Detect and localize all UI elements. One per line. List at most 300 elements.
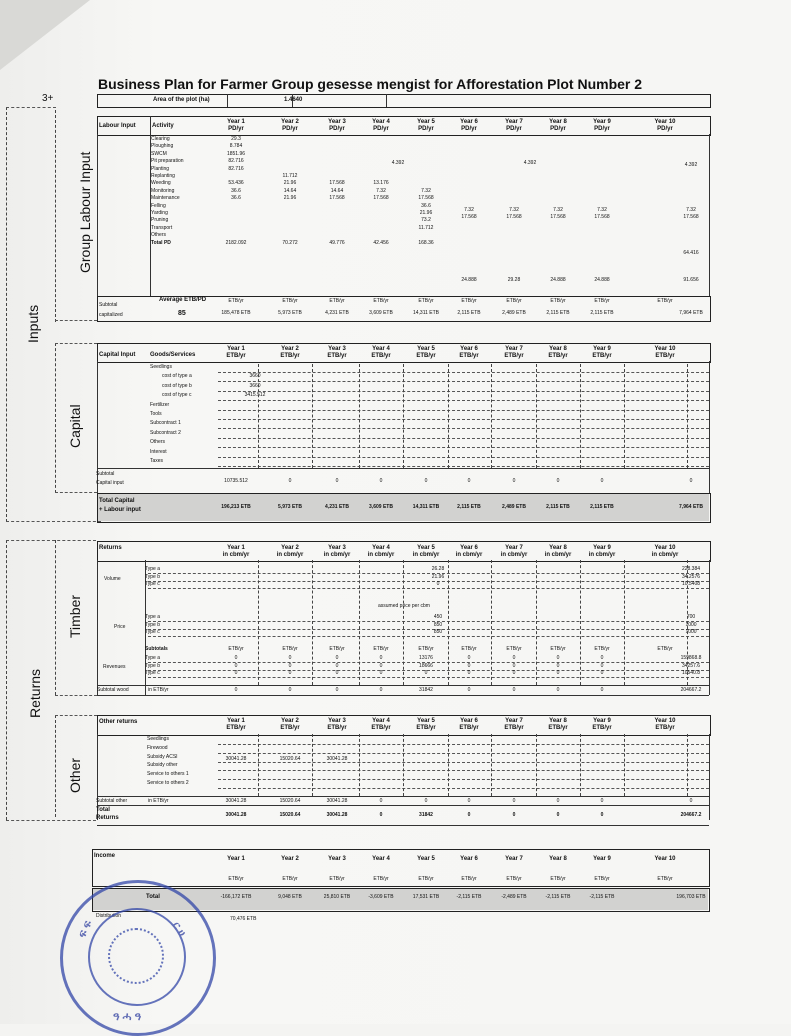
total-capital-label: Total Capital bbox=[99, 498, 135, 504]
labour-activity-10: Yarding bbox=[151, 210, 168, 216]
year-header-1: Year 1 bbox=[227, 856, 245, 862]
etb-unit: ETB/yr bbox=[594, 646, 610, 652]
labour-cell: 14.64 bbox=[330, 187, 344, 194]
labour-cell: 7.32 bbox=[376, 187, 386, 194]
capital-subtotal-value: 0 bbox=[335, 478, 339, 484]
year-unit-5: in cbm/yr bbox=[412, 552, 440, 558]
revenue-zero: 0 bbox=[379, 670, 383, 676]
revenue-zero: 0 bbox=[600, 670, 604, 676]
income-unit: ETB/yr bbox=[594, 876, 610, 882]
capital-item-1: cost of type a bbox=[162, 373, 192, 380]
year-header-6: Year 6 bbox=[460, 718, 478, 724]
labour-cell: 82.716 bbox=[228, 165, 244, 172]
revenue-zero: 0 bbox=[600, 662, 604, 669]
labour-subtotal-value: 2,489 ETB bbox=[502, 310, 526, 316]
subsidy-acsi-value: 30041.28 bbox=[326, 756, 348, 762]
etb-unit: ETB/yr bbox=[418, 646, 434, 652]
labour-subtotal-value: 14,311 ETB bbox=[412, 310, 440, 316]
subtotal-other-value: 0 bbox=[424, 798, 428, 804]
monitoring-value: 7.32 bbox=[686, 207, 696, 213]
year-header-6: Year 6 bbox=[460, 119, 478, 125]
labour-cell: 7.32 bbox=[421, 187, 431, 194]
year-unit-9: ETB/yr bbox=[592, 353, 612, 359]
timber-type-vol: Type c bbox=[145, 581, 160, 587]
total-pd-value: 24.888 bbox=[461, 277, 477, 283]
capital-item-10: Taxes bbox=[150, 458, 164, 464]
subtotal-other-value: 30041.28 bbox=[326, 798, 348, 804]
year-header-8: Year 8 bbox=[549, 119, 567, 125]
year-header-10: Year 10 bbox=[654, 346, 676, 352]
revenue-zero: 0 bbox=[335, 662, 339, 669]
labour-cell: 21.96 bbox=[419, 210, 433, 216]
total-capital-value: 2,115 ETB bbox=[546, 504, 570, 510]
total-returns-value: 30041.28 bbox=[326, 812, 348, 818]
folded-corner bbox=[0, 0, 90, 70]
side-label-capital: Capital bbox=[67, 404, 83, 448]
labour-activity-6: Weeding bbox=[151, 180, 171, 187]
maintenance-value: 17.568 bbox=[683, 214, 699, 220]
year-header-1: Year 1 bbox=[227, 119, 245, 125]
year-header-10: Year 10 bbox=[654, 718, 676, 724]
year-unit-10: in cbm/yr bbox=[651, 552, 679, 558]
year-header-5: Year 5 bbox=[417, 718, 435, 724]
income-unit: ETB/yr bbox=[461, 876, 477, 882]
seedling-cost: 3660 bbox=[249, 382, 261, 389]
total-capital-value: 2,489 ETB bbox=[502, 504, 526, 510]
timber-type-price: Type a bbox=[145, 614, 161, 620]
total-returns-value: 15020.64 bbox=[279, 812, 301, 818]
labour-cell: 49.776 bbox=[329, 239, 345, 246]
year-unit-5: PD/yr bbox=[418, 126, 434, 132]
maintenance-value: 17.568 bbox=[461, 214, 477, 220]
labour-cell: 53.436 bbox=[228, 180, 244, 187]
year-unit-5: ETB/yr bbox=[416, 353, 436, 359]
page-title: Business Plan for Farmer Group gesesse mengist for Afforestation Plot Number 2 bbox=[98, 76, 643, 92]
capital-item-9: Interest bbox=[150, 448, 167, 455]
subtotal-wood-unit: in ETB/yr bbox=[148, 687, 169, 693]
year-header-3: Year 3 bbox=[328, 119, 346, 125]
activity-heading: Activity bbox=[152, 123, 174, 129]
year-unit-9: PD/yr bbox=[594, 126, 610, 132]
subtotal-other-value: 0 bbox=[600, 798, 604, 804]
capital-item-2: cost of type b bbox=[162, 382, 192, 389]
year-header-2: Year 2 bbox=[281, 119, 299, 125]
year-unit-2: PD/yr bbox=[282, 126, 298, 132]
avg-etb-label: Average ETB/PD bbox=[159, 297, 207, 303]
subtotal-wood-label: Subtotal wood bbox=[97, 687, 129, 693]
subtotal-wood-value: 0 bbox=[600, 687, 604, 693]
year-unit-4: in cbm/yr bbox=[367, 552, 395, 558]
year-header-2: Year 2 bbox=[281, 346, 299, 352]
subtotal-other-value: 0 bbox=[512, 798, 516, 804]
etb-unit: ETB/yr bbox=[657, 646, 673, 652]
total-returns-label: Total bbox=[96, 807, 110, 813]
subtotals-label: Subtotals bbox=[145, 646, 168, 652]
timber-type-vol: Type a bbox=[145, 566, 161, 572]
year-unit-2: in cbm/yr bbox=[276, 552, 304, 558]
labour-activity-3: Pit preparation bbox=[151, 158, 184, 165]
revenue-zero: 0 bbox=[467, 662, 471, 669]
avg-etb-value: 85 bbox=[178, 310, 186, 317]
income-total-value: 25,810 ETB bbox=[323, 894, 351, 900]
revenue-zero: 0 bbox=[512, 670, 516, 676]
volume-y10: 34.2576 bbox=[681, 573, 701, 580]
labour-cell: 17.568 bbox=[329, 195, 345, 202]
year-unit-2: ETB/yr bbox=[280, 725, 300, 731]
etb-unit: ETB/yr bbox=[550, 646, 566, 652]
capital-subtotal-value: 0 bbox=[288, 478, 292, 484]
year-unit-8: ETB/yr bbox=[548, 353, 568, 359]
labour-activity-12: Transport bbox=[151, 224, 173, 231]
total-capital-value: 2,115 ETB bbox=[590, 504, 614, 510]
subtotal-wood-value: 0 bbox=[234, 687, 238, 693]
year-header-9: Year 9 bbox=[593, 119, 611, 125]
total-capital-value: 2,115 ETB bbox=[457, 504, 481, 510]
year-unit-1: in cbm/yr bbox=[222, 552, 250, 558]
labour-activity-8: Maintenance bbox=[151, 195, 180, 202]
area-label: Area of the plot (ha) bbox=[153, 97, 210, 103]
price-y5: 450 bbox=[433, 614, 443, 620]
capital-subtotal-value: 10735.512 bbox=[224, 478, 248, 484]
year-unit-1: PD/yr bbox=[228, 126, 244, 132]
monitoring-value: 7.32 bbox=[597, 207, 607, 213]
revenue-zero: 0 bbox=[556, 655, 560, 661]
capital-heading: Capital Input bbox=[99, 352, 136, 358]
etb-unit: ETB/yr bbox=[228, 298, 244, 304]
capital-subtotal-value: 0 bbox=[424, 478, 428, 484]
etb-unit: ETB/yr bbox=[506, 646, 522, 652]
year-unit-3: PD/yr bbox=[329, 126, 345, 132]
year-header-9: Year 9 bbox=[593, 545, 611, 551]
year-header-2: Year 2 bbox=[281, 856, 299, 862]
year-header-5: Year 5 bbox=[417, 119, 435, 125]
year-header-2: Year 2 bbox=[281, 545, 299, 551]
total-pd-value: 29.28 bbox=[507, 277, 521, 283]
revenue-zero: 0 bbox=[335, 655, 339, 661]
revenue-zero: 0 bbox=[556, 670, 560, 676]
revenue-zero: 0 bbox=[288, 662, 292, 669]
maintenance-value: 17.568 bbox=[550, 214, 566, 220]
labour-subtotal-value: 2,115 ETB bbox=[590, 310, 614, 316]
etb-unit: ETB/yr bbox=[461, 298, 477, 304]
capital-item-8: Others bbox=[150, 439, 166, 446]
total-returns-value: 31842 bbox=[419, 812, 433, 818]
year-header-4: Year 4 bbox=[372, 545, 390, 551]
total-returns-value: 0 bbox=[467, 812, 471, 818]
labour-cell: 17.568 bbox=[373, 195, 389, 202]
year-header-9: Year 9 bbox=[593, 346, 611, 352]
labour-activity-7: Monitoring bbox=[151, 187, 175, 194]
year-header-4: Year 4 bbox=[372, 856, 390, 862]
seedling-cost: 3660 bbox=[249, 373, 261, 380]
revenue-zero: 0 bbox=[467, 655, 471, 661]
timber-type-price: Type c bbox=[145, 629, 160, 635]
revenue-zero: 0 bbox=[379, 655, 383, 661]
subtotal-wood-value: 0 bbox=[556, 687, 560, 693]
year-unit-1: ETB/yr bbox=[226, 353, 246, 359]
labour-activity-0: Clearing bbox=[151, 136, 170, 142]
year-header-6: Year 6 bbox=[460, 346, 478, 352]
volume-y10: 228.384 bbox=[681, 566, 701, 572]
returns-heading: Returns bbox=[99, 545, 122, 551]
timber-type-rev: Type c bbox=[145, 670, 160, 676]
total-pd-value: 24.888 bbox=[594, 277, 610, 283]
swcm-value: 4.392 bbox=[391, 160, 405, 166]
year-unit-2: ETB/yr bbox=[280, 353, 300, 359]
distribution-value: 70,476 ETB bbox=[230, 916, 257, 922]
labour-cell: 13.176 bbox=[373, 180, 389, 187]
revenue-y10: 34257.6 bbox=[681, 662, 701, 669]
revenue-zero: 0 bbox=[288, 670, 292, 676]
revenue-y5: 13176 bbox=[419, 655, 433, 661]
labour-activity-9: Felling bbox=[151, 202, 166, 209]
income-unit: ETB/yr bbox=[329, 876, 345, 882]
other-returns-heading: Other returns bbox=[99, 719, 138, 725]
total-returns-value: 0 bbox=[379, 812, 383, 818]
etb-unit: ETB/yr bbox=[594, 298, 610, 304]
labour-subtotal-value: 2,115 ETB bbox=[457, 310, 481, 316]
timber-type-vol: Type b bbox=[145, 573, 161, 580]
subtotal-wood-value: 204667.2 bbox=[680, 687, 702, 693]
etb-unit: ETB/yr bbox=[228, 646, 244, 652]
year-header-3: Year 3 bbox=[328, 856, 346, 862]
year-header-2: Year 2 bbox=[281, 718, 299, 724]
labour-heading: Labour Input bbox=[99, 123, 136, 129]
total-capital-value: 3,609 ETB bbox=[369, 504, 393, 510]
subtotal-other-label: Subtotal other bbox=[96, 798, 128, 804]
labour-cell: 17.568 bbox=[418, 195, 434, 202]
year-header-1: Year 1 bbox=[227, 718, 245, 724]
price-y10: 1000 bbox=[685, 629, 697, 635]
subtotal-wood-value: 0 bbox=[512, 687, 516, 693]
revenues-label: Revenues bbox=[103, 664, 126, 670]
labour-input-label: + Labour input bbox=[99, 507, 141, 513]
year-unit-9: ETB/yr bbox=[592, 725, 612, 731]
monitoring-value: 7.32 bbox=[464, 207, 474, 213]
year-header-3: Year 3 bbox=[328, 545, 346, 551]
capital-item-4: Fertilizer bbox=[150, 401, 170, 408]
income-unit: ETB/yr bbox=[550, 876, 566, 882]
capital-subtotal-value: 0 bbox=[379, 478, 383, 484]
capital-item-7: Subcontract 2 bbox=[150, 429, 181, 436]
maintenance-value: 17.568 bbox=[506, 214, 522, 220]
year-header-5: Year 5 bbox=[417, 545, 435, 551]
etb-unit: ETB/yr bbox=[329, 646, 345, 652]
timber-type-rev: Type b bbox=[145, 662, 161, 669]
sheet-tag: 3+ bbox=[42, 93, 54, 104]
year-header-9: Year 9 bbox=[593, 718, 611, 724]
revenue-zero: 0 bbox=[512, 655, 516, 661]
etb-unit: ETB/yr bbox=[461, 646, 477, 652]
labour-subtotal-value: 5,973 ETB bbox=[278, 310, 302, 316]
labour-activity-4: Planting bbox=[151, 165, 170, 172]
year-unit-4: ETB/yr bbox=[371, 353, 391, 359]
goods-heading: Goods/Services bbox=[150, 352, 196, 358]
total-capital-value: 4,231 ETB bbox=[325, 504, 349, 510]
year-header-7: Year 7 bbox=[505, 545, 523, 551]
other-item-1: Firewood bbox=[147, 744, 168, 751]
year-unit-6: PD/yr bbox=[461, 126, 477, 132]
other-item-5: Service to others 2 bbox=[147, 780, 189, 786]
total-returns-value: 30041.28 bbox=[225, 812, 247, 818]
labour-cell: 36.6 bbox=[231, 195, 241, 202]
income-total-value: -2,115 ETB bbox=[589, 894, 615, 900]
year-header-7: Year 7 bbox=[505, 119, 523, 125]
labour-activity-14: Total PD bbox=[151, 239, 171, 246]
price-y5: 850 bbox=[433, 621, 443, 628]
labour-activity-2: SWCM bbox=[151, 150, 167, 157]
capital-subtotal-value: 0 bbox=[600, 478, 604, 484]
year-header-4: Year 4 bbox=[372, 119, 390, 125]
timber-type-price: Type b bbox=[145, 621, 161, 628]
swcm-value: 4.392 bbox=[684, 162, 698, 168]
subsidy-acsi-value: 30041.28 bbox=[225, 756, 247, 762]
year-header-8: Year 8 bbox=[549, 718, 567, 724]
year-header-4: Year 4 bbox=[372, 346, 390, 352]
maintenance-value: 17.568 bbox=[594, 214, 610, 220]
volume-y5: 21.96 bbox=[431, 573, 445, 580]
monitoring-value: 7.32 bbox=[509, 207, 519, 213]
year-header-7: Year 7 bbox=[505, 346, 523, 352]
labour-cell: 168.36 bbox=[418, 239, 434, 246]
year-header-6: Year 6 bbox=[460, 545, 478, 551]
subsidy-acsi-value: 15020.64 bbox=[279, 756, 301, 762]
year-header-8: Year 8 bbox=[549, 545, 567, 551]
revenue-y10: 159868.8 bbox=[680, 655, 702, 661]
income-total-value: 196,703 ETB bbox=[676, 894, 706, 900]
etb-unit: ETB/yr bbox=[282, 646, 298, 652]
total-returns-value: 0 bbox=[600, 812, 604, 818]
subtotal-wood-value: 0 bbox=[288, 687, 292, 693]
total-capital-value: 196,213 ETB bbox=[221, 504, 251, 510]
subtotal-other-value: 0 bbox=[556, 798, 560, 804]
year-unit-10: ETB/yr bbox=[655, 353, 675, 359]
volume-y5: 26.28 bbox=[431, 566, 445, 572]
year-header-7: Year 7 bbox=[505, 718, 523, 724]
revenue-zero: 0 bbox=[379, 662, 383, 669]
income-unit: ETB/yr bbox=[418, 876, 434, 882]
income-total-value: 9,048 ETB bbox=[278, 894, 302, 900]
volume-y5: 0 bbox=[436, 581, 440, 587]
revenue-y5: 18666 bbox=[419, 662, 433, 669]
labour-subtotal-label: Subtotal bbox=[99, 302, 118, 308]
year-unit-3: ETB/yr bbox=[327, 725, 347, 731]
year-unit-1: ETB/yr bbox=[226, 725, 246, 731]
area-value: 1.4640 bbox=[284, 97, 303, 103]
labour-subtotal-value: 7,964 ETB bbox=[679, 310, 703, 316]
revenue-zero: 0 bbox=[288, 655, 292, 661]
pruning-value: 64.416 bbox=[683, 250, 699, 256]
labour-cell: 14.64 bbox=[283, 187, 297, 194]
year-unit-4: ETB/yr bbox=[371, 725, 391, 731]
year-header-7: Year 7 bbox=[505, 856, 523, 862]
other-item-2: Subsidy ACSI bbox=[147, 753, 178, 760]
revenue-zero: 0 bbox=[234, 662, 238, 669]
income-total-value: -2,115 ETB bbox=[456, 894, 482, 900]
total-capital-value: 14,311 ETB bbox=[412, 504, 440, 510]
labour-capitalized-label: capitalized bbox=[99, 312, 123, 318]
side-label-other: Other bbox=[67, 757, 83, 793]
capital-subtotal-label: Subtotal bbox=[96, 471, 115, 477]
year-header-10: Year 10 bbox=[654, 119, 676, 125]
capital-item-6: Subcontract 1 bbox=[150, 420, 181, 427]
income-total-value: -2,115 ETB bbox=[545, 894, 571, 900]
income-unit: ETB/yr bbox=[282, 876, 298, 882]
etb-unit: ETB/yr bbox=[373, 298, 389, 304]
labour-cell: 70.272 bbox=[282, 239, 298, 246]
capital-input-label: Capital input bbox=[96, 480, 124, 486]
year-header-8: Year 8 bbox=[549, 856, 567, 862]
side-label-timber: Timber bbox=[67, 594, 83, 638]
etb-unit: ETB/yr bbox=[506, 298, 522, 304]
year-unit-7: ETB/yr bbox=[504, 725, 524, 731]
price-y5: 850 bbox=[433, 629, 443, 635]
subtotal-wood-value: 0 bbox=[467, 687, 471, 693]
subtotal-other-value: 0 bbox=[467, 798, 471, 804]
subtotal-other-unit: in ETB/yr bbox=[148, 798, 169, 804]
other-item-0: Seedlings bbox=[147, 736, 169, 742]
year-header-8: Year 8 bbox=[549, 346, 567, 352]
revenue-zero: 0 bbox=[234, 655, 238, 661]
capital-subtotal-value: 0 bbox=[689, 478, 693, 484]
year-header-10: Year 10 bbox=[654, 545, 676, 551]
year-unit-8: ETB/yr bbox=[548, 725, 568, 731]
monitoring-value: 7.32 bbox=[553, 207, 563, 213]
subtotal-other-value: 0 bbox=[379, 798, 383, 804]
year-unit-9: in cbm/yr bbox=[588, 552, 616, 558]
capital-subtotal-value: 0 bbox=[512, 478, 516, 484]
capital-subtotal-value: 0 bbox=[556, 478, 560, 484]
income-total-value: 17,531 ETB bbox=[412, 894, 440, 900]
income-unit: ETB/yr bbox=[506, 876, 522, 882]
labour-subtotal-value: 3,609 ETB bbox=[369, 310, 393, 316]
labour-subtotal-value: 185,478 ETB bbox=[221, 310, 251, 316]
labour-cell: 21.96 bbox=[283, 180, 297, 187]
total-capital-value: 7,964 ETB bbox=[679, 504, 703, 510]
subtotal-other-value: 15020.64 bbox=[279, 798, 301, 804]
labour-cell: 17.568 bbox=[329, 180, 345, 187]
income-unit: ETB/yr bbox=[228, 876, 244, 882]
revenue-zero: 0 bbox=[335, 670, 339, 676]
year-unit-5: ETB/yr bbox=[416, 725, 436, 731]
year-header-10: Year 10 bbox=[654, 856, 676, 862]
labour-cell: 11.712 bbox=[418, 224, 434, 231]
etb-unit: ETB/yr bbox=[329, 298, 345, 304]
revenue-zero: 0 bbox=[512, 662, 516, 669]
labour-subtotal-value: 2,115 ETB bbox=[546, 310, 570, 316]
income-heading: Income bbox=[94, 853, 116, 859]
year-header-9: Year 9 bbox=[593, 856, 611, 862]
labour-subtotal-value: 4,231 ETB bbox=[325, 310, 349, 316]
labour-cell: 36.6 bbox=[421, 202, 431, 209]
total-returns-value: 0 bbox=[556, 812, 560, 818]
capital-subtotal-value: 0 bbox=[467, 478, 471, 484]
labour-activity-11: Pruning bbox=[151, 217, 169, 224]
capital-item-3: cost of type c bbox=[162, 392, 192, 399]
labour-cell: 29.3 bbox=[231, 136, 241, 142]
labour-activity-5: Replanting bbox=[151, 173, 175, 179]
price-label: Price bbox=[114, 624, 126, 630]
revenue-y5: 0 bbox=[424, 670, 428, 676]
labour-cell: 42.456 bbox=[373, 239, 389, 246]
etb-unit: ETB/yr bbox=[282, 298, 298, 304]
labour-cell: 11.712 bbox=[282, 173, 298, 179]
etb-unit: ETB/yr bbox=[418, 298, 434, 304]
year-unit-6: ETB/yr bbox=[459, 725, 479, 731]
income-unit: ETB/yr bbox=[657, 876, 673, 882]
assumed-price-note: assumed price per cbm bbox=[378, 603, 430, 609]
year-unit-4: PD/yr bbox=[373, 126, 389, 132]
